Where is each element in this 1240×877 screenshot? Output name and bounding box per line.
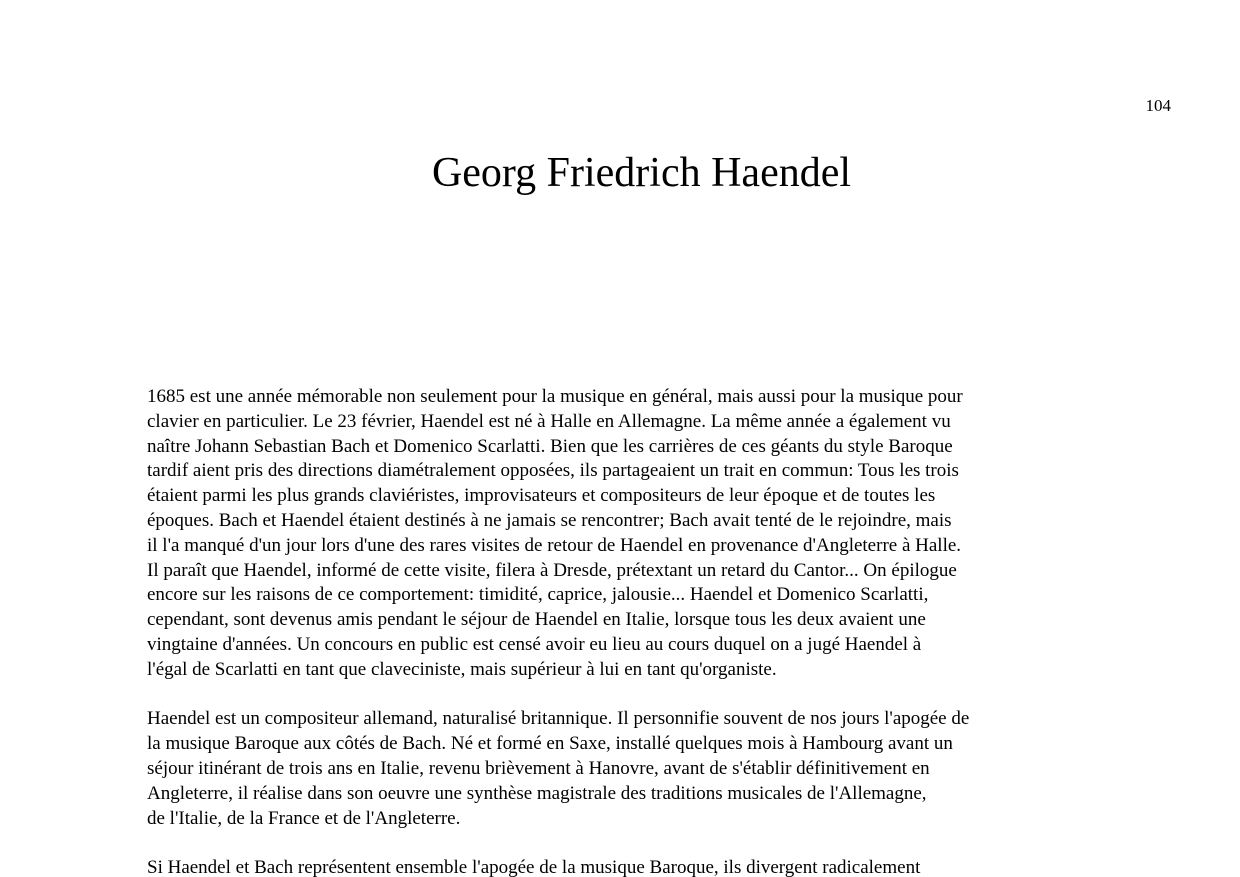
text-line: Haendel est un compositeur allemand, naturalisé britannique. Il personnifie souvent de nos jours l'apogée de bbox=[147, 708, 970, 730]
page-title: Georg Friedrich Haendel bbox=[431, 150, 852, 196]
body-text bbox=[147, 385, 1087, 877]
text-line: cependant, sont devenus amis pendant le séjour de Haendel en Italie, lorsque tous les deux avaient une bbox=[147, 609, 926, 631]
text-line: 1685 est une année mémorable non seulement pour la musique en général, mais aussi pour la musique pour bbox=[147, 386, 963, 407]
text-line: vingtaine d'années. Un concours en public est censé avoir eu lieu au cours duquel on a jugé Haendel à bbox=[147, 633, 922, 655]
text-line: naître Johann Sebastian Bach et Domenico Scarlatti. Bien que les carrières de ces géants du style Baroque bbox=[147, 435, 953, 457]
text-line: Angleterre, il réalise dans son oeuvre une synthèse magistrale des traditions musicales de l'Allemagne, bbox=[147, 782, 927, 804]
paragraph-1 bbox=[147, 385, 1087, 683]
page-number: 104 bbox=[1145, 96, 1171, 115]
text-line: clavier en particulier. Le 23 février, Haendel est né à Halle en Allemagne. La même année a également vu bbox=[147, 410, 951, 432]
text-line: il l'a manqué d'un jour lors d'une des rares visites de retour de Haendel en provenance d'Angleterre à Halle. bbox=[147, 534, 962, 556]
text-line: étaient parmi les plus grands claviéristes, improvisateurs et compositeurs de leur époque et de toutes les bbox=[147, 485, 936, 507]
text-line: Si Haendel et Bach représentent ensemble l'apogée de la musique Baroque, ils divergent radicalement bbox=[147, 857, 921, 877]
paragraph-3 bbox=[147, 856, 1087, 877]
text-line: l'égal de Scarlatti en tant que claveciniste, mais supérieur à lui en tant qu'organiste. bbox=[147, 658, 777, 680]
text-line: la musique Baroque aux côtés de Bach. Né et formé en Saxe, installé quelques mois à Hambourg avant un bbox=[147, 733, 953, 755]
text-line: Il paraît que Haendel, informé de cette visite, filera à Dresde, prétextant un retard du Cantor... On épilogue bbox=[147, 559, 957, 581]
text-line: de l'Italie, de la France et de l'Angleterre. bbox=[147, 807, 461, 829]
paragraph-2 bbox=[147, 707, 1087, 831]
text-line: séjour itinérant de trois ans en Italie, revenu brièvement à Hanovre, avant de s'établir définitivement en bbox=[147, 757, 930, 779]
text-line: encore sur les raisons de ce comportement: timidité, caprice, jalousie... Haendel et Domenico Scarlatti, bbox=[147, 584, 929, 606]
text-line: époques. Bach et Haendel étaient destinés à ne jamais se rencontrer; Bach avait tenté de le rejoindre, mais bbox=[147, 509, 952, 531]
text-line: tardif aient pris des directions diamétralement opposées, ils partageaient un trait en commun: Tous les trois bbox=[147, 460, 959, 482]
